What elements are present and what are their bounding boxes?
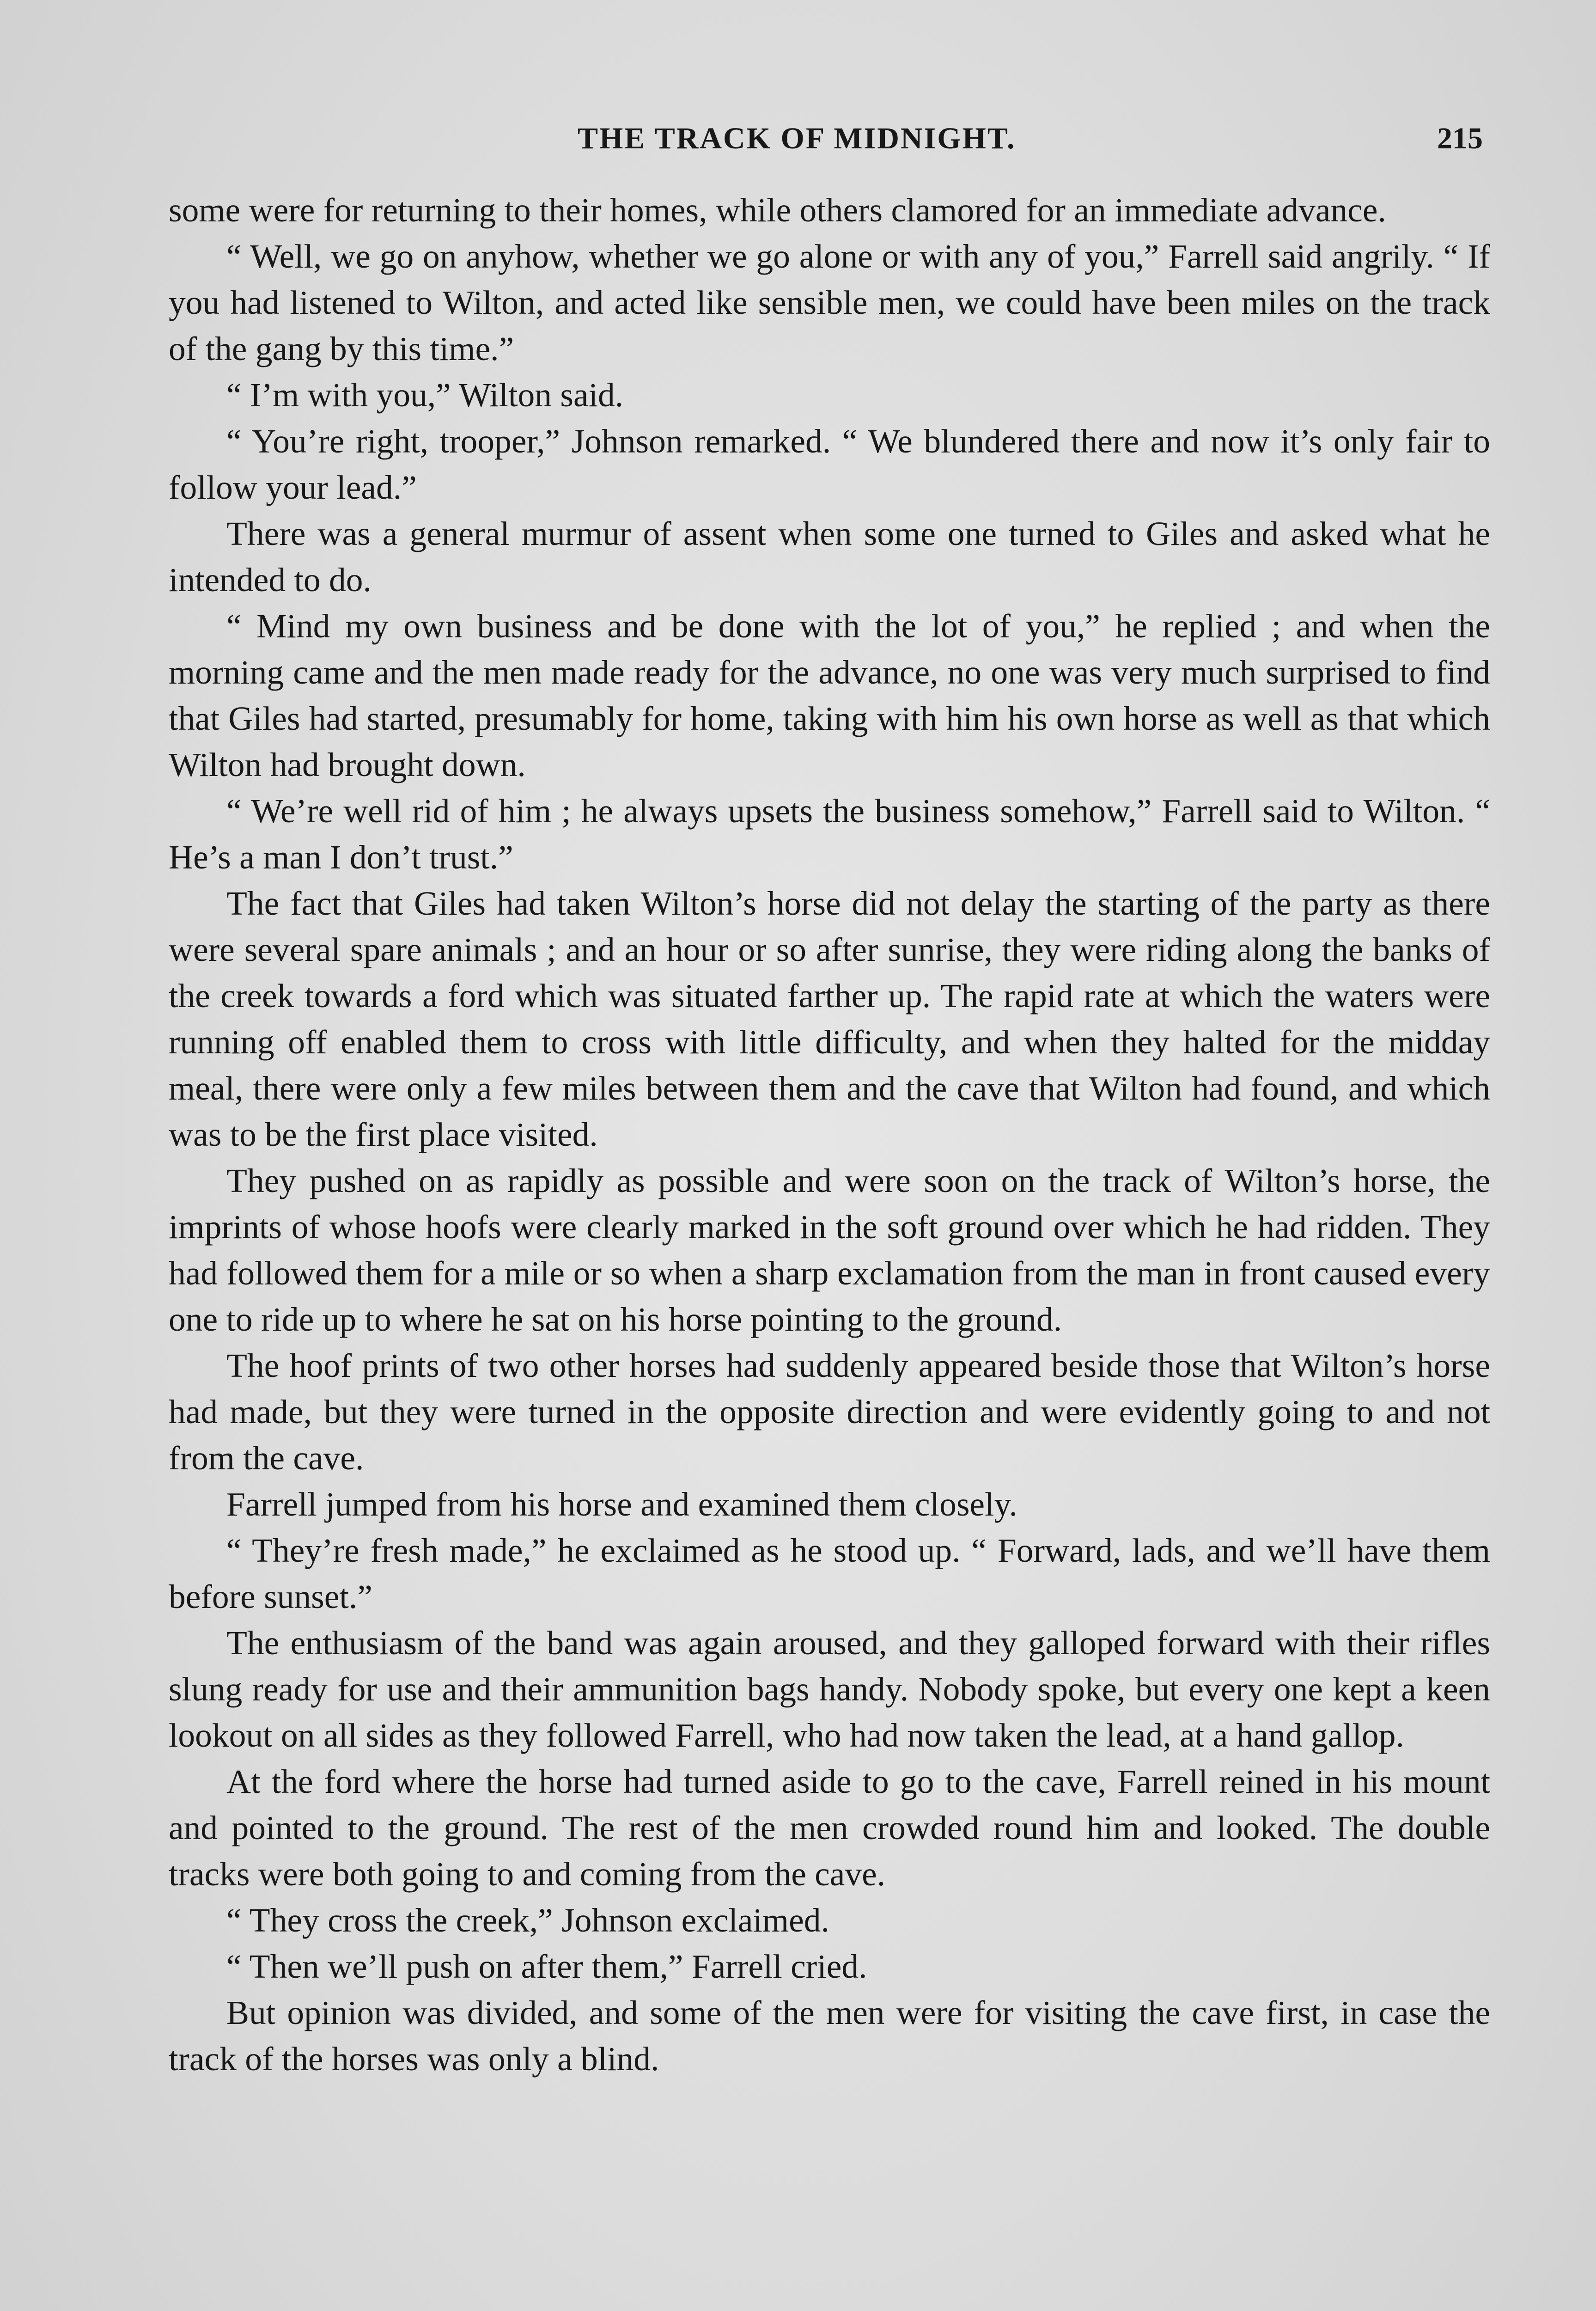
body-text (169, 187, 1490, 2082)
paragraph: some were for returning to their homes, while others clamored for an immediate advance. (169, 191, 1386, 229)
paragraph: But opinion was divided, and some of the men were for visiting the cave first, in case the track of the horses was only a blind. (169, 1994, 1490, 2078)
paragraph: “ I’m with you,” Wilton said. (226, 376, 624, 414)
paragraph: “ They’re fresh made,” he exclaimed as he stood up. “ Forward, lads, and we’ll have them before sunset.” (169, 1532, 1490, 1615)
page-number: 215 (1437, 122, 1483, 155)
paragraph: They pushed on as rapidly as possible and were soon on the track of Wilton’s horse, the imprints of whose hoofs were clearly marked in the soft ground over which he had ridden. They had followed them for a mile or so when a sharp exclamation from the man in front caused every one to ride up to where he sat on his horse pointing to the ground. (169, 1162, 1490, 1338)
running-head (0, 111, 1596, 166)
paragraph: The hoof prints of two other horses had suddenly appeared beside those that Wilton’s horse had made, but they were turned in the opposite direction and were evidently going to and not from the cave. (169, 1347, 1490, 1477)
paragraph: “ Well, we go on anyhow, whether we go alone or with any of you,” Farrell said angrily. “ If you had listened to Wilton, and acted like sensible men, we could have been miles on the track of the gang by this time.” (169, 238, 1490, 367)
paragraph: The enthusiasm of the band was again aroused, and they galloped forward with their rifles slung ready for use and their ammunition bags handy. Nobody spoke, but every one kept a keen lookout on all sides as they followed Farrell, who had now taken the lead, at a hand gallop. (169, 1624, 1490, 1754)
running-title: THE TRACK OF MIDNIGHT. (578, 122, 1016, 155)
paragraph: The fact that Giles had taken Wilton’s horse did not delay the starting of the party as there were several spare animals ; and an hour or so after sunrise, they were riding along the banks of the creek towards a ford which was situated farther up. The rapid rate at which the waters were running off enabled them to cross with little difficulty, and when they halted for the midday meal, there were only a few miles between them and the cave that Wilton had found, and which was to be the first place visited. (169, 885, 1490, 1153)
paragraph: There was a general murmur of assent when some one turned to Giles and asked what he intended to do. (169, 515, 1490, 599)
paragraph: “ Then we’ll push on after them,” Farrell cried. (226, 1948, 867, 1985)
paragraph: “ They cross the creek,” Johnson exclaimed. (226, 1901, 829, 1939)
paragraph: “ You’re right, trooper,” Johnson remarked. “ We blundered there and now it’s only fair to follow your lead.” (169, 422, 1490, 506)
paragraph: At the ford where the horse had turned aside to go to the cave, Farrell reined in his mount and pointed to the ground. The rest of the men crowded round him and looked. The double tracks were both going to and coming from the cave. (169, 1763, 1490, 1893)
paragraph: “ We’re well rid of him ; he always upsets the business somehow,” Farrell said to Wilton. “ He’s a man I don’t trust.” (169, 792, 1490, 876)
paragraph: Farrell jumped from his horse and examined them closely. (226, 1486, 1017, 1523)
paragraph: “ Mind my own business and be done with the lot of you,” he replied ; and when the morning came and the men made ready for the advance, no one was very much surprised to find that Giles had started, presumably for home, taking with him his own horse as well as that which Wilton had brought down. (169, 607, 1490, 783)
